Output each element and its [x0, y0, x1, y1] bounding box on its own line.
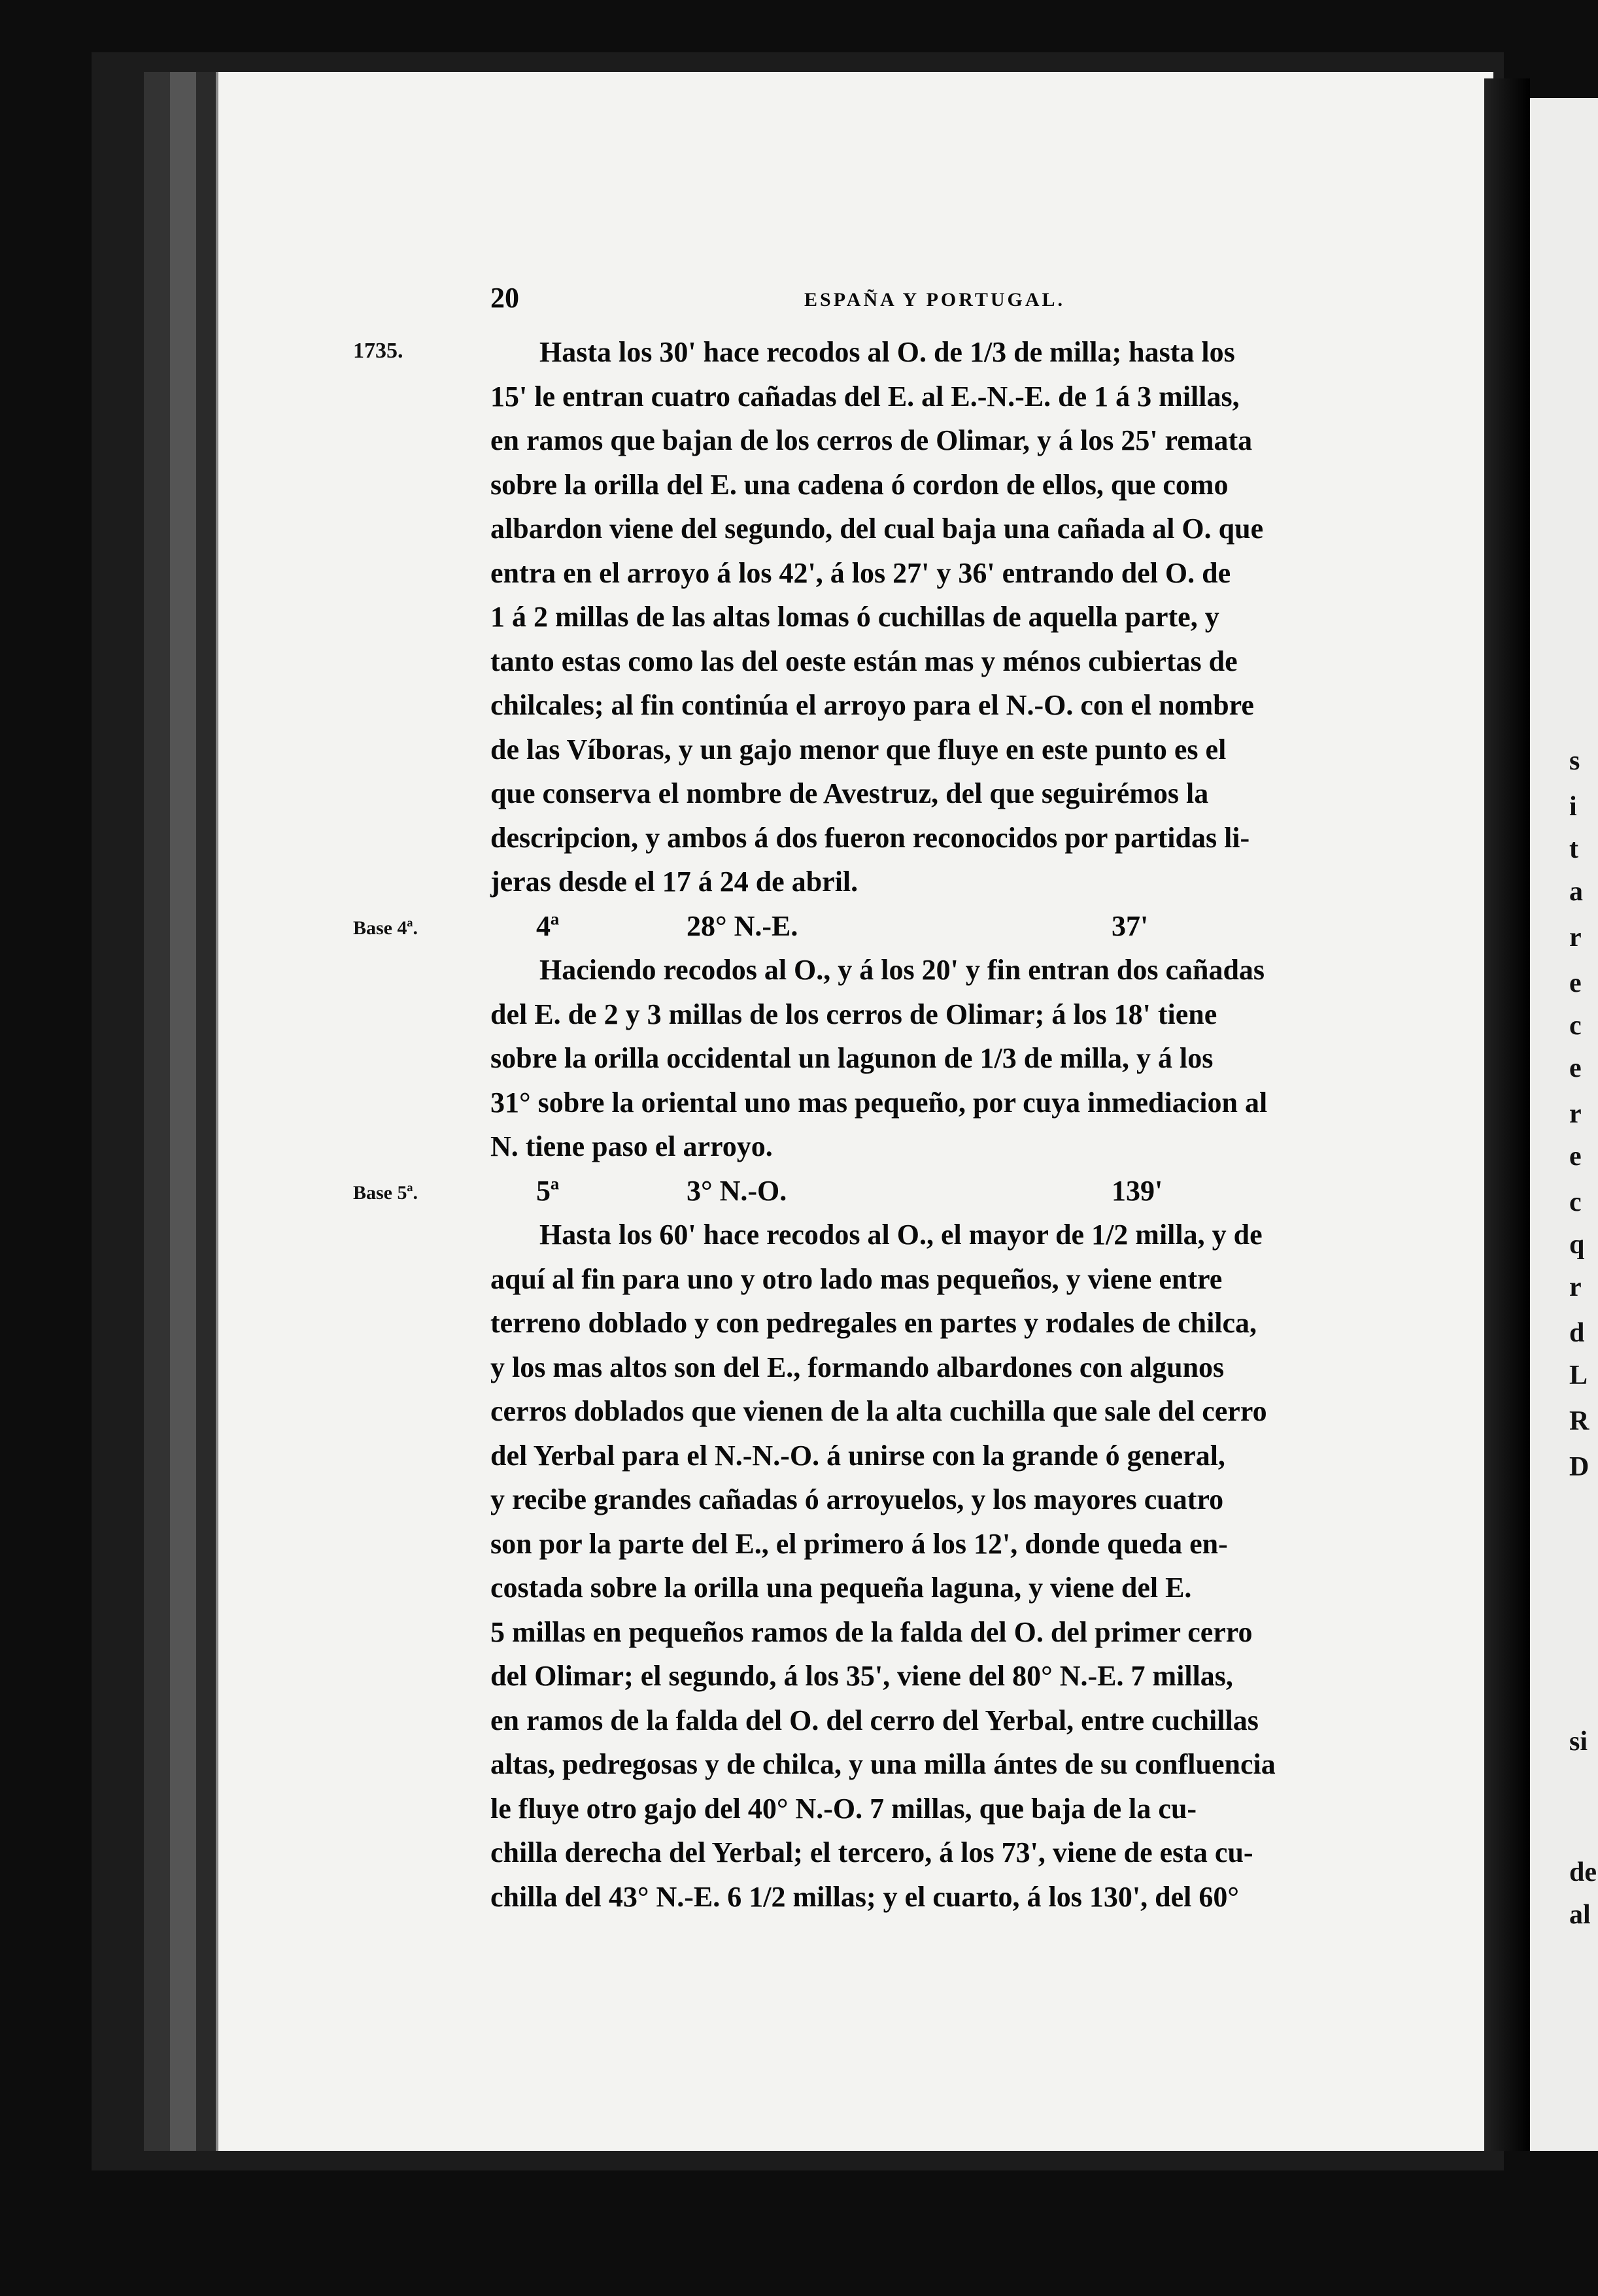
- base4-bearing: 28° N.-E.: [687, 909, 798, 942]
- text-line: en ramos de la falda del O. del cerro del Yerbal, entre cuchillas: [490, 1704, 1259, 1736]
- body-text: [490, 330, 1383, 1919]
- facing-page-char: e: [1569, 1141, 1582, 1172]
- text-line: del E. de 2 y 3 millas de los cerros de Olimar; á los 18' tiene: [490, 998, 1217, 1030]
- margin-note-year: 1735.: [353, 339, 403, 363]
- facing-page-char: de: [1569, 1857, 1597, 1887]
- facing-page-char: al: [1569, 1900, 1591, 1930]
- page-number: 20: [490, 282, 519, 314]
- text-line: albardon viene del segundo, del cual baja una cañada al O. que: [490, 513, 1264, 545]
- text-line: que conserva el nombre de Avestruz, del que seguirémos la: [490, 777, 1209, 809]
- facing-page-char: c: [1569, 1187, 1582, 1217]
- text-line: costada sobre la orilla una pequeña laguna, y viene del E.: [490, 1572, 1192, 1604]
- text-line: altas, pedregosas y de chilca, y una milla ántes de su confluencia: [490, 1748, 1276, 1780]
- text-line: y los mas altos son del E., formando albardones con algunos: [490, 1351, 1225, 1383]
- facing-page-char: si: [1569, 1727, 1588, 1757]
- facing-page-edge: [1530, 98, 1598, 2151]
- base4-row: [490, 904, 1383, 949]
- text-line: y recibe grandes cañadas ó arroyuelos, y los mayores cuatro: [490, 1483, 1224, 1515]
- facing-page-char: t: [1569, 834, 1578, 864]
- facing-page-char: s: [1569, 746, 1580, 776]
- text-line: de las Víboras, y un gajo menor que fluye en este punto es el: [490, 733, 1227, 766]
- text-line: chilcales; al fin continúa el arroyo para el N.-O. con el nombre: [490, 689, 1254, 721]
- text-line: Hasta los 60' hace recodos al O., el mayor de 1/2 milla, y de: [539, 1219, 1263, 1251]
- paragraph-3: [490, 1213, 1383, 1919]
- margin-note-base4: Base 4ª.: [353, 917, 418, 939]
- text-line: 15' le entran cuatro cañadas del E. al E.-N.-E. de 1 á 3 millas,: [490, 380, 1240, 413]
- text-line: del Yerbal para el N.-N.-O. á unirse con la grande ó general,: [490, 1439, 1225, 1472]
- facing-page-char: r: [1569, 1272, 1582, 1302]
- text-line: le fluye otro gajo del 40° N.-O. 7 millas, que baja de la cu-: [490, 1792, 1197, 1825]
- facing-page-char: r: [1569, 922, 1582, 953]
- facing-page-char: q: [1569, 1230, 1585, 1260]
- facing-page-char: e: [1569, 1053, 1582, 1083]
- text-line: sobre la orilla del E. una cadena ó cordon de ellos, que como: [490, 468, 1229, 501]
- text-line: en ramos que bajan de los cerros de Olimar, y á los 25' remata: [490, 424, 1253, 456]
- base4-number: 4ª: [536, 909, 560, 942]
- text-line: cerros doblados que vienen de la alta cuchilla que sale del cerro: [490, 1395, 1267, 1427]
- facing-page-char: d: [1569, 1318, 1585, 1348]
- text-line: tanto estas como las del oeste están mas y ménos cubiertas de: [490, 645, 1238, 677]
- facing-page-char: a: [1569, 877, 1583, 907]
- text-line: Hasta los 30' hace recodos al O. de 1/3 de milla; hasta los: [539, 336, 1235, 368]
- margin-note-base5: Base 5ª.: [353, 1182, 418, 1204]
- base4-distance: 37': [1112, 909, 1149, 942]
- running-title: ESPAÑA Y PORTUGAL.: [804, 289, 1066, 311]
- facing-page-char: i: [1569, 792, 1577, 822]
- text-line: 5 millas en pequeños ramos de la falda del O. del primer cerro: [490, 1615, 1253, 1648]
- text-line: chilla derecha del Yerbal; el tercero, á los 73', viene de esta cu-: [490, 1836, 1253, 1868]
- facing-page-char: e: [1569, 968, 1582, 998]
- base5-distance: 139': [1112, 1174, 1163, 1207]
- text-line: terreno doblado y con pedregales en partes y rodales de chilca,: [490, 1307, 1257, 1339]
- facing-page-char: D: [1569, 1452, 1590, 1482]
- page-gutter-shadow: [1484, 78, 1530, 2151]
- text-line: chilla del 43° N.-E. 6 1/2 millas; y el cuarto, á los 130', del 60°: [490, 1880, 1239, 1913]
- text-line: descripcion, y ambos á dos fueron reconocidos por partidas li-: [490, 821, 1250, 854]
- text-line: Haciendo recodos al O., y á los 20' y fin entran dos cañadas: [539, 954, 1265, 986]
- facing-page-char: L: [1569, 1360, 1588, 1391]
- text-line: N. tiene paso el arroyo.: [490, 1130, 773, 1162]
- text-line: aquí al fin para uno y otro lado mas pequeños, y viene entre: [490, 1262, 1223, 1295]
- paragraph-1: [490, 330, 1383, 904]
- text-line: sobre la orilla occidental un lagunon de 1/3 de milla, y á los: [490, 1042, 1214, 1074]
- facing-page-char: r: [1569, 1099, 1582, 1129]
- base5-bearing: 3° N.-O.: [687, 1174, 787, 1207]
- text-line: 31° sobre la oriental uno mas pequeño, por cuya inmediacion al: [490, 1086, 1268, 1119]
- text-line: del Olimar; el segundo, á los 35', viene del 80° N.-E. 7 millas,: [490, 1660, 1233, 1692]
- text-line: son por la parte del E., el primero á los 12', donde queda en-: [490, 1527, 1228, 1560]
- text-line: jeras desde el 17 á 24 de abril.: [490, 866, 858, 898]
- base5-number: 5ª: [536, 1174, 560, 1207]
- facing-page-char: R: [1569, 1406, 1590, 1436]
- paragraph-2: [490, 948, 1383, 1169]
- facing-page-char: c: [1569, 1011, 1582, 1041]
- base5-row: [490, 1169, 1383, 1213]
- text-line: 1 á 2 millas de las altas lomas ó cuchillas de aquella parte, y: [490, 601, 1219, 633]
- text-line: entra en el arroyo á los 42', á los 27' y 36' entrando del O. de: [490, 556, 1231, 589]
